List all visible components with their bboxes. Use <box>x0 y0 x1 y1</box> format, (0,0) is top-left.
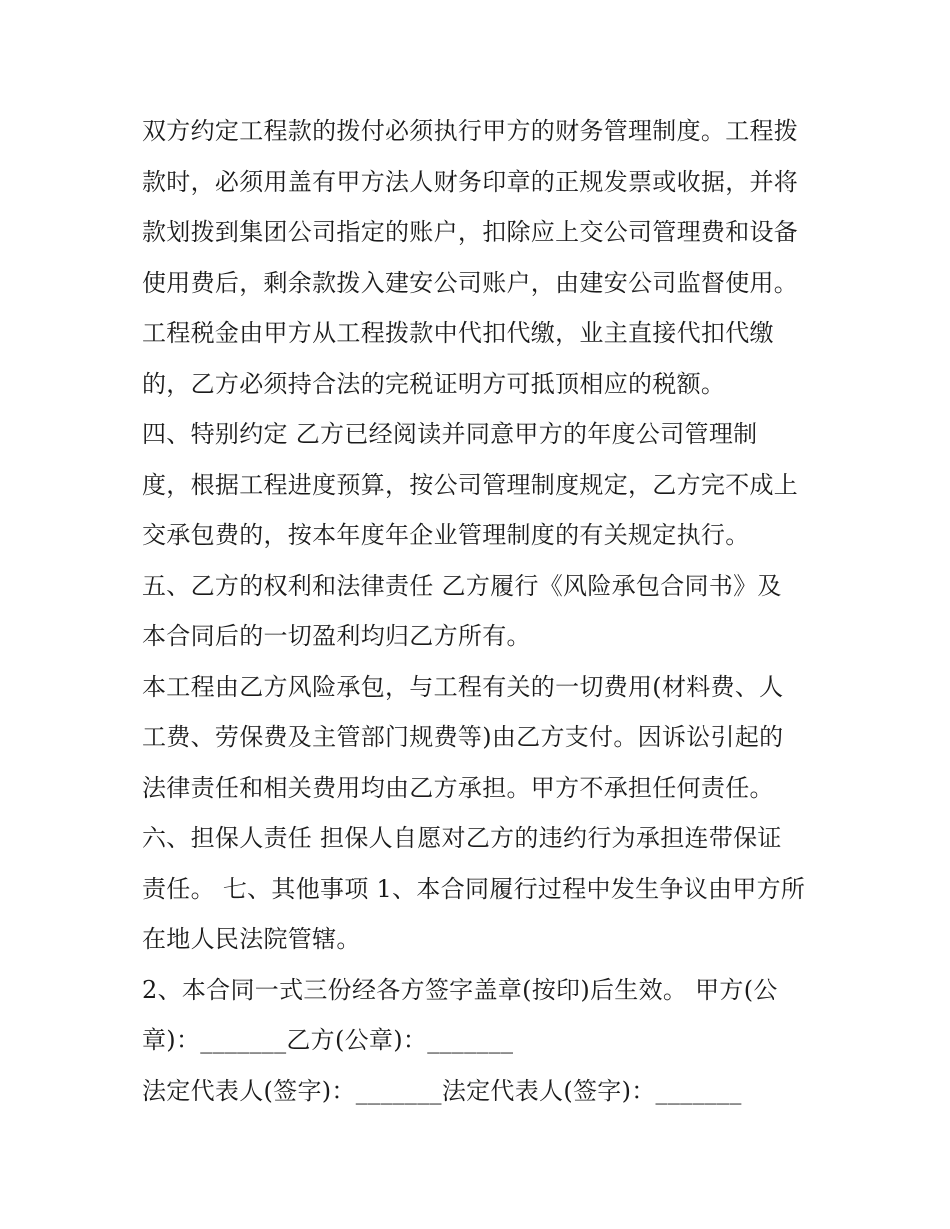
text-line: 使用费后，剩余款拨入建安公司账户，由建安公司监督使用。 <box>142 268 799 297</box>
text-line: 交承包费的，按本年度年企业管理制度的有关规定执行。 <box>142 521 750 549</box>
section-six-line: 六、担保人责任 担保人自愿对乙方的违约行为承担连带保证 <box>142 824 782 852</box>
text-line: 款划拨到集团公司指定的账户，扣除应上交公司管理费和设备 <box>142 218 799 246</box>
contract-text-body <box>142 106 822 1116</box>
text-line: 本合同后的一切盈利均归乙方所有。 <box>142 622 531 650</box>
signature-line-seals: 章)：_______乙方(公章)：_______ <box>142 1026 514 1054</box>
text-line: 度，根据工程进度预算，按公司管理制度规定，乙方完不成上 <box>142 470 799 499</box>
text-line: 本工程由乙方风险承包，与工程有关的一切费用(材料费、人 <box>142 672 784 701</box>
section-four-line: 四、特别约定 乙方已经阅读并同意甲方的年度公司管理制 <box>142 420 758 448</box>
signature-line-representatives: 法定代表人(签字)：_______法定代表人(签字)：_______ <box>142 1076 742 1105</box>
text-line: 在地人民法院管辖。 <box>142 925 361 953</box>
text-line: 2、本合同一式三份经各方签字盖章(按印)后生效。 甲方(公 <box>142 975 778 1004</box>
text-line: 工费、劳保费及主管部门规费等)由乙方支付。因诉讼引起的 <box>142 723 784 751</box>
text-line: 法律责任和相关费用均由乙方承担。甲方不承担任何责任。 <box>142 773 774 802</box>
text-line: 工程税金由甲方从工程拨款中代扣代缴，业主直接代扣代缴 <box>142 319 774 347</box>
text-line: 的，乙方必须持合法的完税证明方可抵顶相应的税额。 <box>142 369 726 398</box>
text-line: 款时，必须用盖有甲方法人财务印章的正规发票或收据，并将 <box>142 167 799 196</box>
text-line: 双方约定工程款的拨付必须执行甲方的财务管理制度。工程拨 <box>142 117 799 145</box>
section-seven-line: 责任。 七、其他事项 1、本合同履行过程中发生争议由甲方所 <box>142 874 806 903</box>
section-five-line: 五、乙方的权利和法律责任 乙方履行《风险承包合同书》及 <box>142 571 782 600</box>
